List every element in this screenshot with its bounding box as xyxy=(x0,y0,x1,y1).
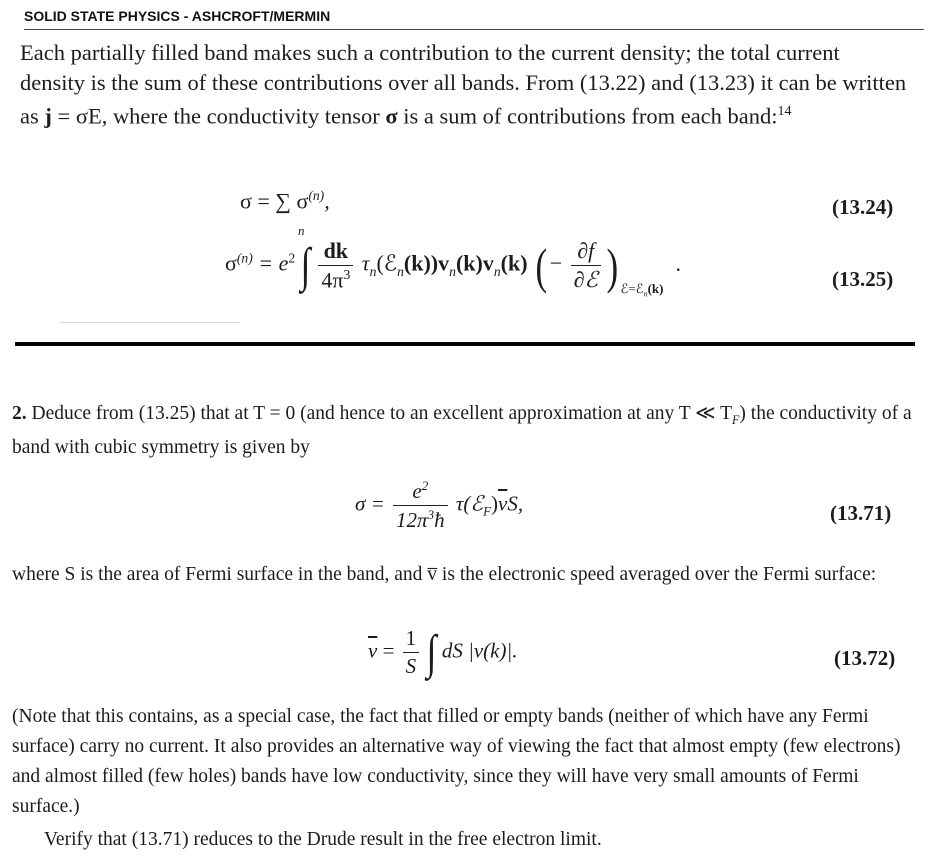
eq-13-24-tail: , xyxy=(324,188,330,214)
eq-13-25-body-c: (k)v xyxy=(455,250,494,276)
where-paragraph: where S is the area of Fermi surface in the band, and v̅ is the electronic speed averaged over the Fermi surface: xyxy=(12,564,877,585)
eq-13-25-lhs-sup: (n) xyxy=(236,250,253,266)
eq-13-25-eval-a: ℰ=ℰ xyxy=(620,280,644,296)
eq-13-25-fraction xyxy=(318,238,353,293)
eq-13-25-deriv-den: ∂ℰ xyxy=(571,265,601,293)
eq-13-71-frac-den-hbar: ħ xyxy=(434,508,445,532)
eq-13-25-derivative xyxy=(571,238,601,293)
eq-13-25-frac-den-exp: 3 xyxy=(343,267,351,282)
faint-divider xyxy=(60,322,240,323)
eq-13-25-exp: 2 xyxy=(288,250,296,266)
problem-text-1: Deduce from (13.25) that at T = 0 (and hence to an excellent approximation at any T ≪ T xyxy=(26,403,733,424)
eq-13-71-body: τ(ℰ xyxy=(455,491,484,516)
eq-13-24-lhs: σ = ∑ σ xyxy=(240,188,309,214)
eq-13-25-tau-sub: n xyxy=(369,264,377,280)
page-header: SOLID STATE PHYSICS - ASHCROFT/MERMIN xyxy=(24,5,924,30)
eq-13-25-minus: − xyxy=(549,250,563,276)
integral-sign-2: ∫ xyxy=(427,625,437,679)
footnote-marker: 14 xyxy=(777,104,792,119)
eq-13-25-frac-num: dk xyxy=(323,238,349,263)
eq-13-25-eval-n: n xyxy=(643,289,648,299)
left-paren: ( xyxy=(535,237,548,294)
problem-number: 2. xyxy=(12,403,27,424)
eq-13-24-number: (13.24) xyxy=(832,195,894,219)
eq-13-25-body-b: (k))v xyxy=(403,250,450,276)
eq-13-72-body: dS |v(k)|. xyxy=(441,638,518,663)
eq-13-25-v-sub-1: n xyxy=(449,264,456,280)
eq-13-25-eval xyxy=(620,280,664,299)
intro-text-2: , where the conductivity tensor xyxy=(101,103,386,129)
problem-text-sub: F xyxy=(732,412,740,427)
eq-13-25-number: (13.25) xyxy=(832,267,894,291)
eq-13-72-fraction xyxy=(403,626,420,679)
equation-13-72 xyxy=(368,626,518,679)
eq-13-25-deriv-num: ∂f xyxy=(577,238,595,264)
eq-13-72-number: (13.72) xyxy=(834,646,896,670)
eq-13-25-eval-k: (k) xyxy=(647,280,664,296)
eq-13-71-frac-num-exp: 2 xyxy=(421,478,429,493)
eq-13-25-tail: . xyxy=(675,250,681,276)
intro-text-3: is a sum of contributions from each band: xyxy=(397,103,778,129)
eq-13-71-vbar: $\overline{v}$ xyxy=(498,491,508,516)
equation-13-71 xyxy=(355,478,523,533)
eq-13-72-vbar: $\overline{v}$ xyxy=(368,638,378,663)
equation-13-25 xyxy=(225,238,681,298)
eq-13-25-tau: τ xyxy=(361,250,370,276)
sigma-symbol: σ xyxy=(385,103,398,129)
eq-13-25-body-a-sub: n xyxy=(397,264,404,280)
intro-paragraph xyxy=(20,38,910,131)
problem-statement xyxy=(12,400,922,462)
eq-13-25-lhs: σ xyxy=(225,250,237,276)
note-paragraph: (Note that this contains, as a special case, the fact that filled or empty bands (neither of which have any Fermi surface) carry no current. It also provides an alternative way of viewing the fact that almost empty (few electrons) and almost filled (few holes) bands have low conductivity, since they will have very small amounts of Fermi surface.) xyxy=(12,706,901,817)
eq-13-72-frac-num: 1 xyxy=(405,626,417,650)
integral-sign: ∫ xyxy=(300,238,311,292)
eq-13-25-frac-den: 4π xyxy=(321,267,344,293)
verify-paragraph: Verify that (13.71) reduces to the Drude result in the free electron limit. xyxy=(44,829,602,850)
eq-13-25-v-sub-2: n xyxy=(493,264,501,280)
eq-13-71-body-sub: F xyxy=(483,503,492,519)
intro-text: Each partially filled band makes such a contribution to the current density; the total current density is the sum of these contributions over all bands. From (13.22) and (13.23) it can be written as xyxy=(20,40,907,129)
eq-13-72-equals: = xyxy=(377,638,395,663)
right-paren: ) xyxy=(606,237,618,294)
eq-13-24-sup: (n) xyxy=(308,188,325,203)
eq-13-71-fraction xyxy=(393,478,448,533)
eq-13-71-tail: S, xyxy=(507,491,524,516)
eq-13-71-lhs: σ = xyxy=(355,491,385,516)
ohm-relation: = σE xyxy=(51,103,102,129)
eq-13-25-equals: = e xyxy=(252,250,289,276)
problem-text-2: ) the conductivity of a band with cubic symmetry is given by xyxy=(12,403,912,458)
eq-13-71-frac-num: e xyxy=(412,479,422,503)
current-symbol: j xyxy=(44,103,52,129)
eq-13-71-frac-den: 12π xyxy=(396,508,428,532)
eq-13-24-index: n xyxy=(298,223,305,238)
section-divider xyxy=(15,342,915,346)
eq-13-25-body-d: (k) xyxy=(500,250,528,276)
eq-13-25-body-a: (ℰ xyxy=(376,250,398,276)
eq-13-71-number: (13.71) xyxy=(830,501,892,525)
eq-13-71-frac-den-exp: 3 xyxy=(427,507,435,522)
eq-13-72-frac-den: S xyxy=(403,652,420,679)
eq-13-71-body-rest: ) xyxy=(491,491,499,516)
equation-13-24 xyxy=(240,188,330,214)
